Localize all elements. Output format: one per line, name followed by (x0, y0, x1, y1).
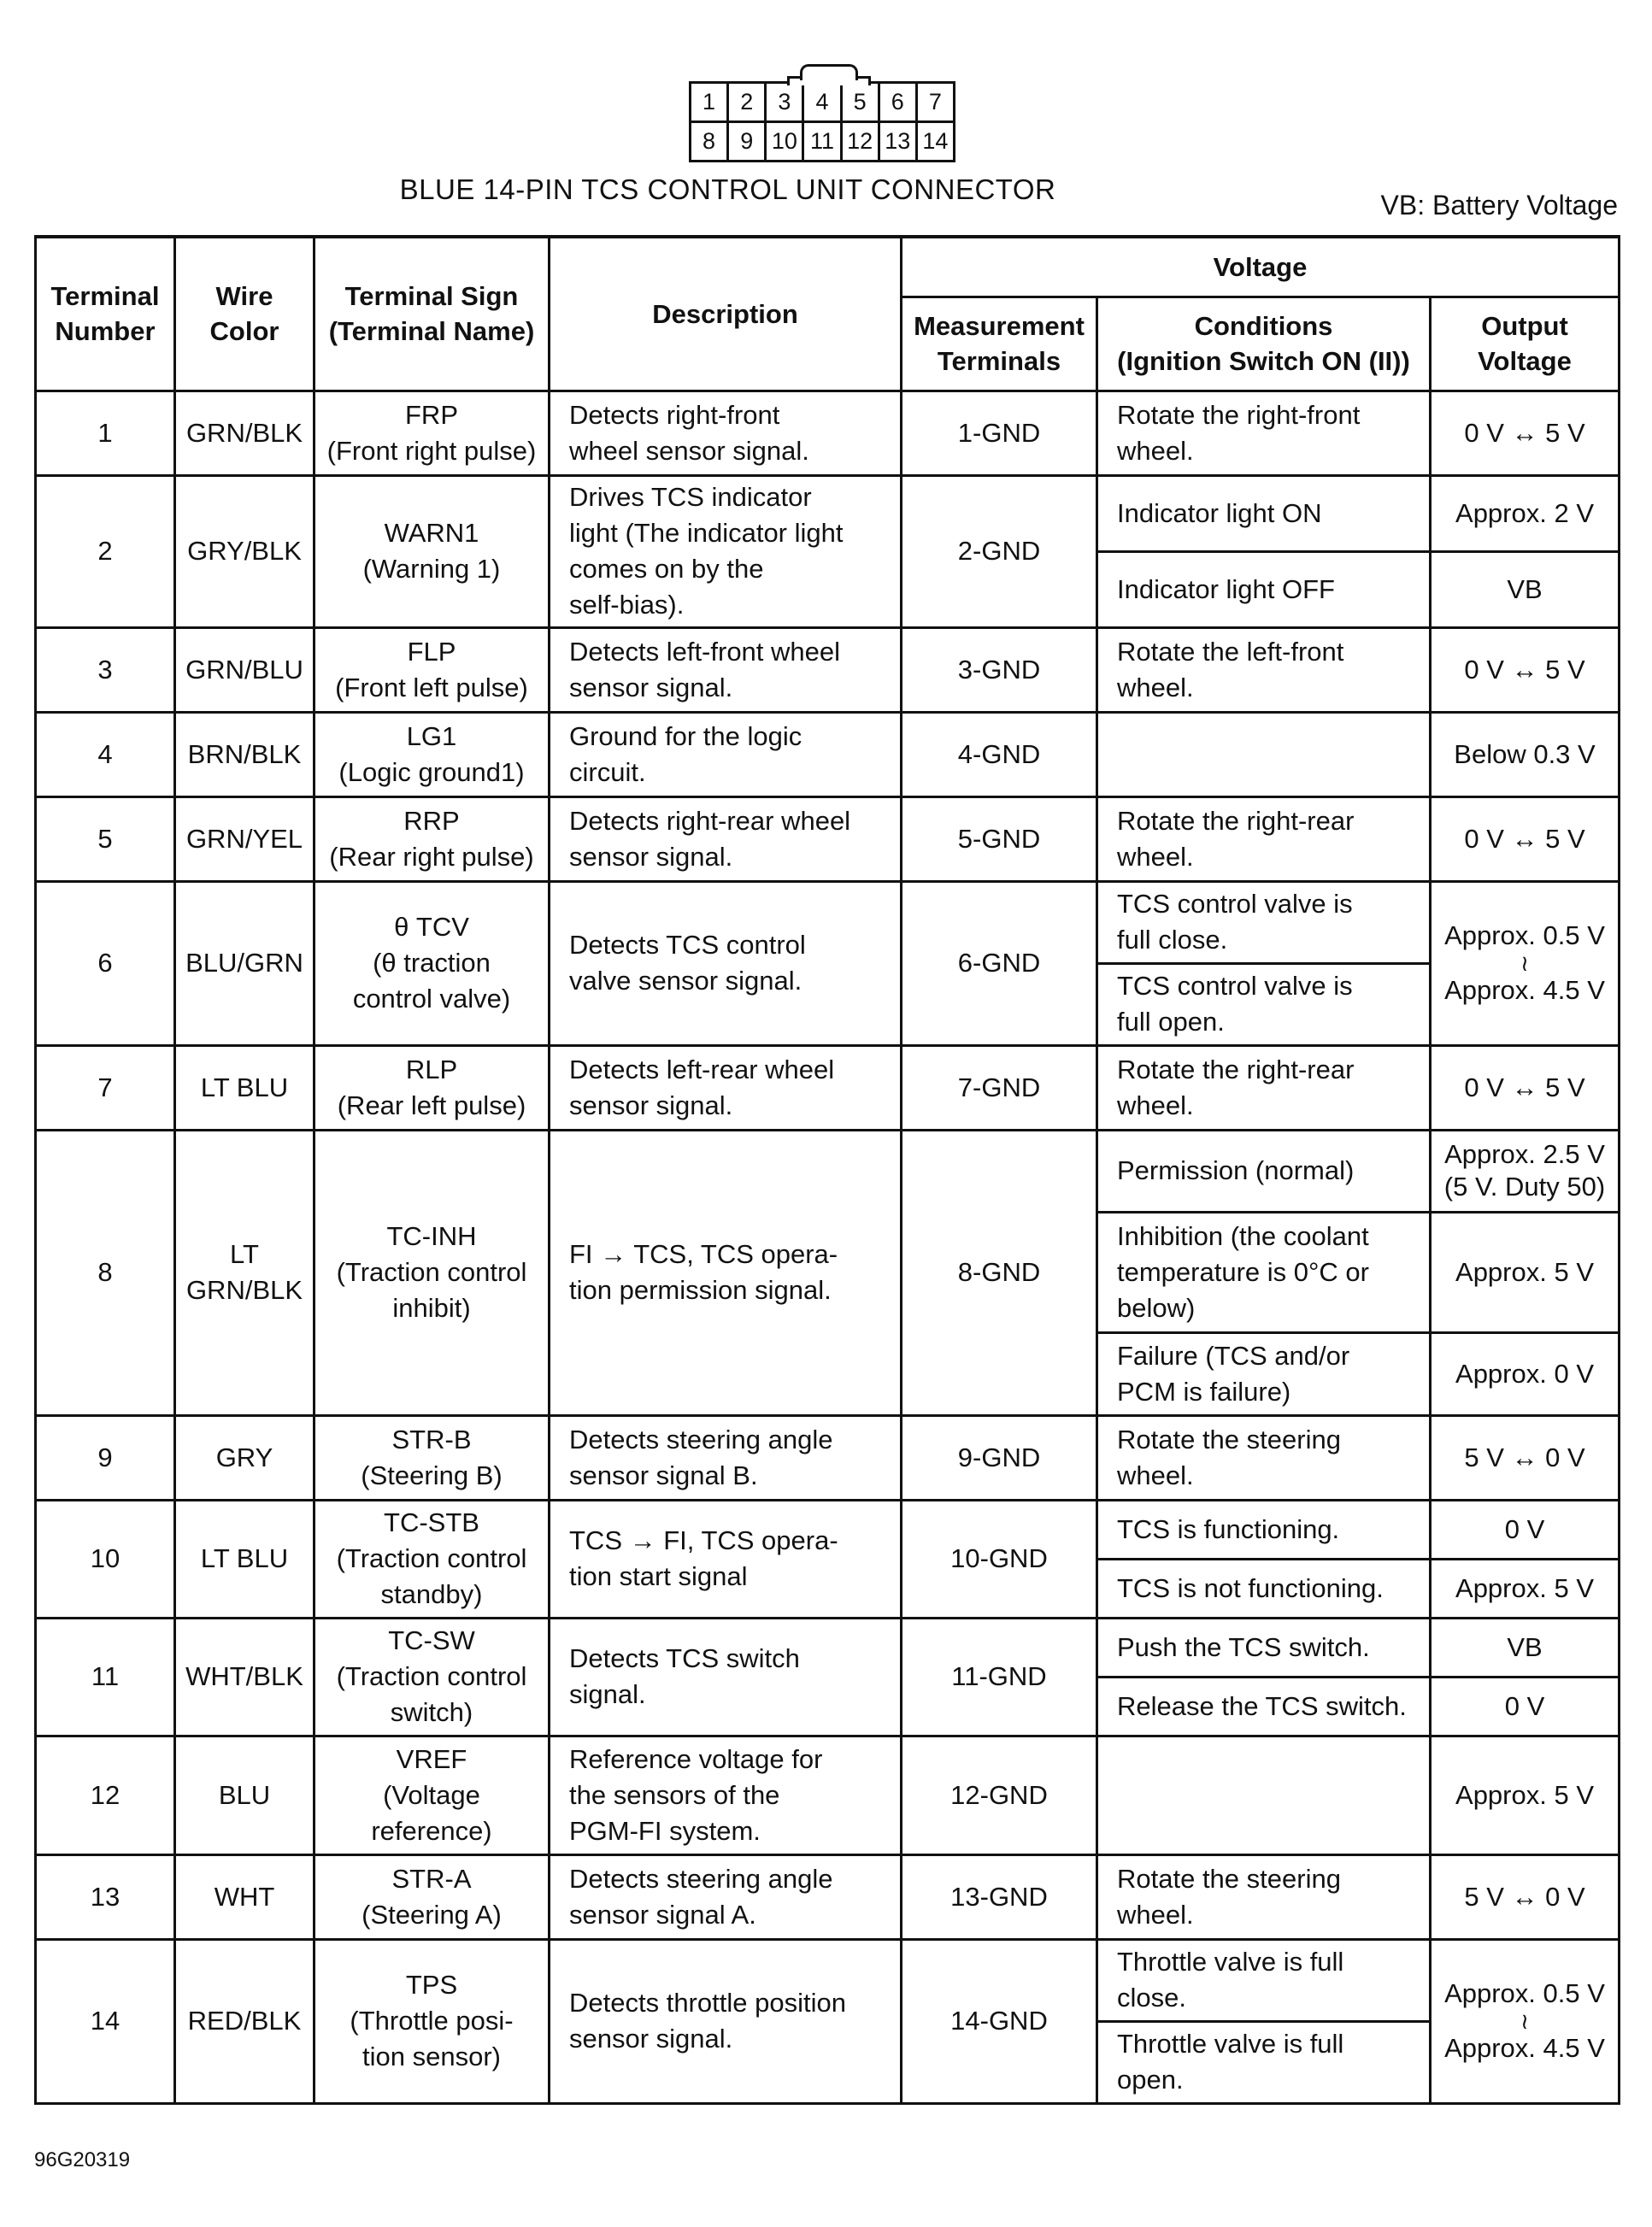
output-voltage-cell: Approx. 2.5 V (5 V. Duty 50) (1431, 1130, 1620, 1212)
measurement-terminals-cell: 8-GND (902, 1130, 1097, 1415)
wire-color-cell: BRN/BLK (175, 712, 315, 796)
measurement-terminals-cell: 4-GND (902, 712, 1097, 796)
output-voltage-cell: 0 V (1431, 1677, 1620, 1736)
measurement-terminals-cell: 10-GND (902, 1500, 1097, 1618)
connector-pin: 13 (879, 122, 916, 162)
measurement-terminals-cell: 5-GND (902, 796, 1097, 881)
wire-color-cell: GRY (175, 1415, 315, 1500)
description-cell: Detects TCS control valve sensor signal. (550, 881, 902, 1045)
terminal-number-cell: 9 (36, 1415, 175, 1500)
description-cell: Detects left-rear wheel sensor signal. (550, 1045, 902, 1130)
measurement-terminals-cell: 7-GND (902, 1045, 1097, 1130)
table-row (36, 712, 1620, 796)
wire-color-cell: WHT/BLK (175, 1618, 315, 1736)
terminal-sign-cell: TC-INH (Traction control inhibit) (315, 1130, 550, 1415)
table-row (36, 627, 1620, 712)
connector-pin: 10 (766, 122, 803, 162)
measurement-terminals-cell: 12-GND (902, 1736, 1097, 1854)
table-row (36, 1854, 1620, 1939)
terminal-sign-cell: WARN1 (Warning 1) (315, 475, 550, 627)
wire-color-cell: BLU/GRN (175, 881, 315, 1045)
terminal-number-cell: 5 (36, 796, 175, 881)
terminal-sign-cell: RLP (Rear left pulse) (315, 1045, 550, 1130)
table-row (36, 391, 1620, 475)
condition-cell: TCS is not functioning. (1097, 1559, 1431, 1618)
wire-color-cell: WHT (175, 1854, 315, 1939)
header-conditions: Conditions (Ignition Switch ON (II)) (1097, 297, 1431, 391)
output-voltage-cell: 0 V (1431, 1500, 1620, 1559)
measurement-terminals-cell: 14-GND (902, 1939, 1097, 2103)
vb-note: VB: Battery Voltage (1380, 190, 1618, 220)
connector-pin: 8 (691, 122, 728, 162)
condition-cell (1097, 1736, 1431, 1854)
wire-color-cell: BLU (175, 1736, 315, 1854)
condition-cell: Release the TCS switch. (1097, 1677, 1431, 1736)
condition-cell: Rotate the right-rear wheel. (1097, 796, 1431, 881)
terminal-number-cell: 6 (36, 881, 175, 1045)
connector-latch (800, 64, 858, 80)
description-cell: Drives TCS indicator light (The indicator light comes on by the self-bias). (550, 475, 902, 627)
terminal-number-cell: 12 (36, 1736, 175, 1854)
table-row (36, 1736, 1620, 1854)
measurement-terminals-cell: 3-GND (902, 627, 1097, 712)
measurement-terminals-cell: 1-GND (902, 391, 1097, 475)
terminal-number-cell: 14 (36, 1939, 175, 2103)
output-voltage-cell: Below 0.3 V (1431, 712, 1620, 796)
table-row (36, 1045, 1620, 1130)
terminal-sign-cell: FRP (Front right pulse) (315, 391, 550, 475)
output-voltage-cell: Approx. 2 V (1431, 475, 1620, 551)
terminal-number-cell: 10 (36, 1500, 175, 1618)
output-voltage-cell: Approx. 5 V (1431, 1559, 1620, 1618)
description-cell: FI → TCS, TCS opera- tion permission signal. (550, 1130, 902, 1415)
range-symbol: ≀ (1520, 2008, 1529, 2034)
connector-caption: BLUE 14-PIN TCS CONTROL UNIT CONNECTOR (399, 173, 1056, 205)
description-cell: Detects TCS switch signal. (550, 1618, 902, 1736)
table-row (36, 796, 1620, 881)
measurement-terminals-cell: 11-GND (902, 1618, 1097, 1736)
description-cell: Reference voltage for the sensors of the PGM-FI system. (550, 1736, 902, 1854)
measurement-terminals-cell: 2-GND (902, 475, 1097, 627)
wire-color-cell: GRN/BLU (175, 627, 315, 712)
description-cell: Detects throttle position sensor signal. (550, 1939, 902, 2103)
terminal-table-body (36, 391, 1620, 2103)
output-voltage-cell: Approx. 0.5 V ≀ Approx. 4.5 V (1431, 1939, 1620, 2103)
description-cell: Detects steering angle sensor signal B. (550, 1415, 902, 1500)
terminal-number-cell: 7 (36, 1045, 175, 1130)
terminal-sign-cell: θ TCV (θ traction control valve) (315, 881, 550, 1045)
terminal-number-cell: 11 (36, 1618, 175, 1736)
table-row (36, 1500, 1620, 1559)
output-voltage-cell: 5 V ↔ 0 V (1431, 1415, 1620, 1500)
condition-cell: Throttle valve is full open. (1097, 2021, 1431, 2103)
condition-cell: Push the TCS switch. (1097, 1618, 1431, 1677)
output-voltage-cell: 0 V ↔ 5 V (1431, 627, 1620, 712)
terminal-sign-cell: LG1 (Logic ground1) (315, 712, 550, 796)
connector-pin-grid (689, 81, 955, 162)
connector-pin: 7 (916, 83, 954, 122)
output-voltage-cell: VB (1431, 1618, 1620, 1677)
table-row (36, 1618, 1620, 1677)
condition-cell: Rotate the left-front wheel. (1097, 627, 1431, 712)
description-cell: Detects right-front wheel sensor signal. (550, 391, 902, 475)
condition-cell: Permission (normal) (1097, 1130, 1431, 1212)
description-cell: Detects steering angle sensor signal A. (550, 1854, 902, 1939)
condition-cell: Rotate the steering wheel. (1097, 1854, 1431, 1939)
terminal-sign-cell: TC-SW (Traction control switch) (315, 1618, 550, 1736)
condition-cell: Inhibition (the coolant temperature is 0°C or below) (1097, 1212, 1431, 1332)
header-terminal-number: Terminal Number (36, 237, 175, 391)
description-cell: Detects left-front wheel sensor signal. (550, 627, 902, 712)
figure-code: 96G20319 (34, 2148, 131, 2171)
connector-top-row (691, 83, 955, 122)
output-voltage-cell: 5 V ↔ 0 V (1431, 1854, 1620, 1939)
connector-bottom-row (691, 122, 955, 162)
table-row (36, 1130, 1620, 1212)
wire-color-cell: LT BLU (175, 1500, 315, 1618)
description-cell: TCS → FI, TCS opera- tion start signal (550, 1500, 902, 1618)
header-measurement-terminals: Measurement Terminals (902, 297, 1097, 391)
connector-pin: 5 (841, 83, 879, 122)
header-voltage: Voltage (902, 237, 1620, 297)
condition-cell: Indicator light ON (1097, 475, 1431, 551)
range-symbol: ≀ (1520, 950, 1529, 976)
wire-color-cell: LT BLU (175, 1045, 315, 1130)
condition-cell: Indicator light OFF (1097, 551, 1431, 627)
wire-color-cell: LT GRN/BLK (175, 1130, 315, 1415)
wire-color-cell: GRN/BLK (175, 391, 315, 475)
condition-cell: TCS control valve is full close. (1097, 881, 1431, 963)
description-cell: Ground for the logic circuit. (550, 712, 902, 796)
connector-diagram (689, 81, 955, 162)
output-voltage-cell: Approx. 5 V (1431, 1212, 1620, 1332)
table-row (36, 1939, 1620, 2021)
output-voltage-cell: 0 V ↔ 5 V (1431, 796, 1620, 881)
connector-pin: 9 (728, 122, 766, 162)
header-wire-color: Wire Color (175, 237, 315, 391)
terminal-table (34, 235, 1620, 2105)
connector-pin: 1 (691, 83, 728, 122)
terminal-number-cell: 4 (36, 712, 175, 796)
output-voltage-cell: 0 V ↔ 5 V (1431, 391, 1620, 475)
connector-pin: 6 (879, 83, 916, 122)
output-voltage-cell: Approx. 5 V (1431, 1736, 1620, 1854)
connector-pin: 12 (841, 122, 879, 162)
terminal-number-cell: 3 (36, 627, 175, 712)
wire-color-cell: GRY/BLK (175, 475, 315, 627)
terminal-number-cell: 13 (36, 1854, 175, 1939)
header-terminal-sign: Terminal Sign (Terminal Name) (315, 237, 550, 391)
header-output-voltage: Output Voltage (1431, 297, 1620, 391)
table-row (36, 1415, 1620, 1500)
terminal-number-cell: 8 (36, 1130, 175, 1415)
connector-pin: 3 (766, 83, 803, 122)
measurement-terminals-cell: 9-GND (902, 1415, 1097, 1500)
connector-pin: 14 (916, 122, 954, 162)
measurement-terminals-cell: 6-GND (902, 881, 1097, 1045)
terminal-number-cell: 2 (36, 475, 175, 627)
terminal-number-cell: 1 (36, 391, 175, 475)
condition-cell: Rotate the right-front wheel. (1097, 391, 1431, 475)
terminal-sign-cell: FLP (Front left pulse) (315, 627, 550, 712)
terminal-sign-cell: STR-B (Steering B) (315, 1415, 550, 1500)
connector-pin: 11 (803, 122, 841, 162)
condition-cell: Rotate the steering wheel. (1097, 1415, 1431, 1500)
connector-pin: 4 (803, 83, 841, 122)
terminal-sign-cell: VREF (Voltage reference) (315, 1736, 550, 1854)
condition-cell (1097, 712, 1431, 796)
output-voltage-cell: Approx. 0.5 V ≀ Approx. 4.5 V (1431, 881, 1620, 1045)
condition-cell: TCS is functioning. (1097, 1500, 1431, 1559)
output-voltage-cell: VB (1431, 551, 1620, 627)
table-row (36, 881, 1620, 963)
condition-cell: Failure (TCS and/or PCM is failure) (1097, 1332, 1431, 1415)
output-voltage-cell: Approx. 0 V (1431, 1332, 1620, 1415)
terminal-sign-cell: RRP (Rear right pulse) (315, 796, 550, 881)
condition-cell: Throttle valve is full close. (1097, 1939, 1431, 2021)
connector-pin: 2 (728, 83, 766, 122)
output-voltage-cell: 0 V ↔ 5 V (1431, 1045, 1620, 1130)
wire-color-cell: GRN/YEL (175, 796, 315, 881)
header-description: Description (550, 237, 902, 391)
table-row (36, 475, 1620, 551)
wire-color-cell: RED/BLK (175, 1939, 315, 2103)
terminal-sign-cell: TPS (Throttle posi- tion sensor) (315, 1939, 550, 2103)
condition-cell: TCS control valve is full open. (1097, 963, 1431, 1045)
terminal-sign-cell: TC-STB (Traction control standby) (315, 1500, 550, 1618)
terminal-sign-cell: STR-A (Steering A) (315, 1854, 550, 1939)
description-cell: Detects right-rear wheel sensor signal. (550, 796, 902, 881)
condition-cell: Rotate the right-rear wheel. (1097, 1045, 1431, 1130)
measurement-terminals-cell: 13-GND (902, 1854, 1097, 1939)
